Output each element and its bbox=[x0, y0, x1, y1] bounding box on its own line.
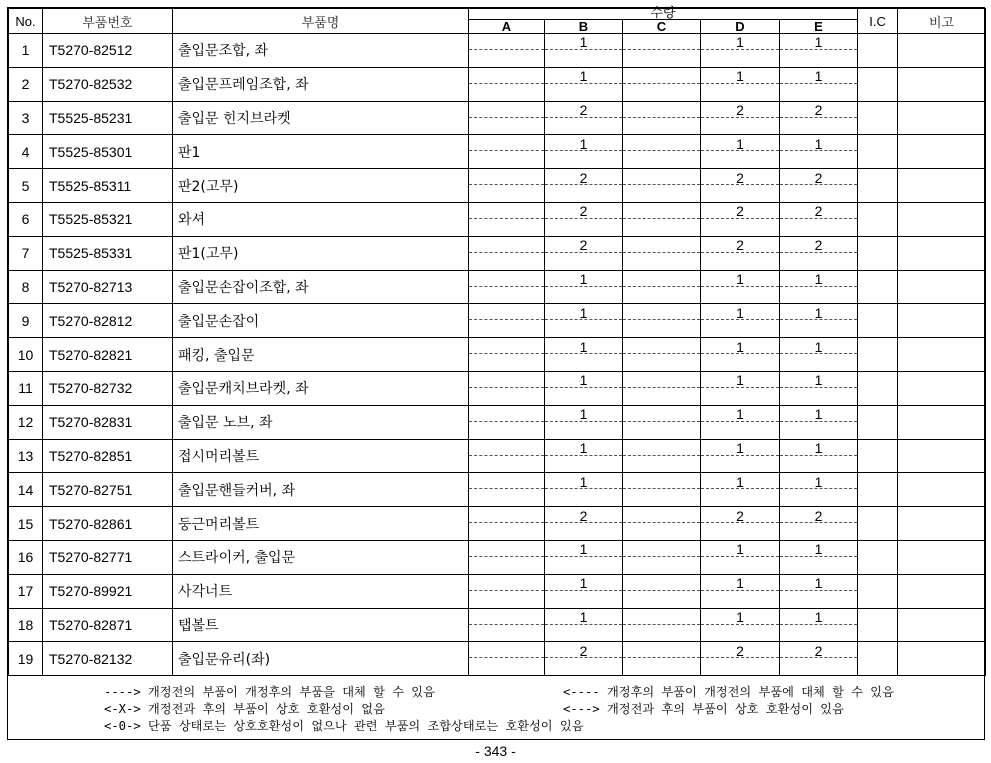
qty-b bbox=[545, 574, 623, 608]
table-row bbox=[9, 34, 986, 68]
qty-d-value: 2 bbox=[736, 237, 744, 254]
part-number: T5525-85321 bbox=[43, 202, 173, 236]
part-number: T5270-82851 bbox=[43, 439, 173, 473]
qty-b bbox=[545, 642, 623, 676]
qty-c bbox=[623, 67, 701, 101]
part-name: 출입문유리(좌) bbox=[173, 642, 469, 676]
qty-c bbox=[623, 371, 701, 405]
table-row bbox=[9, 270, 986, 304]
qty-a bbox=[469, 405, 545, 439]
qty-d-value: 2 bbox=[736, 169, 744, 186]
qty-a bbox=[469, 304, 545, 338]
qty-e bbox=[780, 34, 858, 68]
qty-b bbox=[545, 473, 623, 507]
qty-e bbox=[780, 507, 858, 541]
header-col-a: A bbox=[469, 20, 545, 34]
row-number: 2 bbox=[9, 67, 43, 101]
qty-b bbox=[545, 202, 623, 236]
table-row bbox=[9, 371, 986, 405]
qty-e-value: 1 bbox=[814, 608, 823, 625]
qty-e-value: 2 bbox=[814, 237, 823, 254]
ic-cell bbox=[858, 574, 898, 608]
qty-c bbox=[623, 135, 701, 169]
qty-c bbox=[623, 574, 701, 608]
qty-d-value: 1 bbox=[736, 575, 744, 592]
qty-c bbox=[623, 338, 701, 372]
remarks-cell bbox=[898, 270, 986, 304]
qty-a bbox=[469, 34, 545, 68]
qty-e bbox=[780, 135, 858, 169]
ic-cell bbox=[858, 405, 898, 439]
qty-d-value: 1 bbox=[736, 304, 744, 321]
part-name: 스트라이커, 출입문 bbox=[173, 540, 469, 574]
qty-c bbox=[623, 540, 701, 574]
qty-b bbox=[545, 304, 623, 338]
qty-e-value: 2 bbox=[814, 203, 823, 220]
row-number: 4 bbox=[9, 135, 43, 169]
remarks-cell bbox=[898, 574, 986, 608]
header-part-number: 부품번호 bbox=[43, 9, 173, 34]
qty-c bbox=[623, 642, 701, 676]
qty-e-value: 1 bbox=[814, 575, 823, 592]
part-number: T5270-82812 bbox=[43, 304, 173, 338]
remarks-cell bbox=[898, 608, 986, 642]
part-number: T5270-82861 bbox=[43, 507, 173, 541]
qty-d-value: 1 bbox=[736, 541, 744, 558]
remarks-cell bbox=[898, 202, 986, 236]
qty-d-value: 1 bbox=[736, 338, 744, 355]
qty-d bbox=[701, 34, 780, 68]
header-col-e: E bbox=[780, 20, 858, 34]
part-number: T5525-85311 bbox=[43, 169, 173, 203]
qty-e-value: 1 bbox=[814, 406, 823, 423]
qty-e bbox=[780, 371, 858, 405]
qty-e bbox=[780, 473, 858, 507]
qty-e-value: 1 bbox=[814, 338, 823, 355]
qty-a bbox=[469, 67, 545, 101]
qty-a bbox=[469, 101, 545, 135]
qty-d bbox=[701, 101, 780, 135]
table-row bbox=[9, 473, 986, 507]
qty-c bbox=[623, 202, 701, 236]
qty-e bbox=[780, 642, 858, 676]
header-col-c: C bbox=[623, 20, 701, 34]
ic-cell bbox=[858, 169, 898, 203]
qty-a bbox=[469, 642, 545, 676]
qty-d-value: 1 bbox=[736, 135, 744, 152]
qty-a bbox=[469, 236, 545, 270]
table-row bbox=[9, 236, 986, 270]
qty-e-value: 1 bbox=[814, 270, 823, 287]
qty-a bbox=[469, 608, 545, 642]
qty-e bbox=[780, 169, 858, 203]
qty-e bbox=[780, 67, 858, 101]
qty-c bbox=[623, 169, 701, 203]
ic-cell bbox=[858, 540, 898, 574]
header-no: No. bbox=[9, 9, 43, 34]
qty-d-value: 1 bbox=[736, 406, 744, 423]
part-name: 출입문조합, 좌 bbox=[173, 34, 469, 68]
qty-e bbox=[780, 405, 858, 439]
qty-b-value: 2 bbox=[579, 642, 588, 659]
ic-cell bbox=[858, 270, 898, 304]
qty-d bbox=[701, 507, 780, 541]
ic-cell bbox=[858, 304, 898, 338]
part-name: 출입문핸들커버, 좌 bbox=[173, 473, 469, 507]
part-number: T5270-89921 bbox=[43, 574, 173, 608]
qty-b-value: 2 bbox=[579, 237, 588, 254]
qty-b bbox=[545, 67, 623, 101]
remarks-cell bbox=[898, 304, 986, 338]
table-row bbox=[9, 135, 986, 169]
qty-d bbox=[701, 574, 780, 608]
qty-b-value: 1 bbox=[579, 338, 588, 355]
qty-b-value: 1 bbox=[579, 270, 588, 287]
qty-d bbox=[701, 405, 780, 439]
table-row bbox=[9, 608, 986, 642]
remarks-cell bbox=[898, 473, 986, 507]
part-name: 출입문손잡이 bbox=[173, 304, 469, 338]
qty-b-value: 1 bbox=[579, 304, 588, 321]
remarks-cell bbox=[898, 34, 986, 68]
qty-d-value: 2 bbox=[736, 101, 744, 118]
qty-e bbox=[780, 101, 858, 135]
part-name: 판2(고무) bbox=[173, 169, 469, 203]
qty-b bbox=[545, 169, 623, 203]
qty-d-value: 1 bbox=[736, 270, 744, 287]
qty-e-value: 2 bbox=[814, 169, 823, 186]
qty-c bbox=[623, 101, 701, 135]
remarks-cell bbox=[898, 169, 986, 203]
row-number: 17 bbox=[9, 574, 43, 608]
part-number: T5270-82532 bbox=[43, 67, 173, 101]
remarks-cell bbox=[898, 135, 986, 169]
qty-a bbox=[469, 169, 545, 203]
qty-b bbox=[545, 270, 623, 304]
qty-c bbox=[623, 507, 701, 541]
qty-c bbox=[623, 270, 701, 304]
row-number: 18 bbox=[9, 608, 43, 642]
qty-d-value: 1 bbox=[736, 372, 744, 389]
remarks-cell bbox=[898, 439, 986, 473]
qty-d bbox=[701, 439, 780, 473]
qty-d bbox=[701, 236, 780, 270]
qty-e bbox=[780, 270, 858, 304]
qty-e bbox=[780, 338, 858, 372]
table-row bbox=[9, 304, 986, 338]
header-remarks: 비고 bbox=[898, 9, 986, 34]
qty-b bbox=[545, 135, 623, 169]
part-name: 출입문 힌지브라켓 bbox=[173, 101, 469, 135]
qty-e-value: 1 bbox=[814, 135, 823, 152]
part-name: 출입문손잡이조합, 좌 bbox=[173, 270, 469, 304]
part-number: T5525-85301 bbox=[43, 135, 173, 169]
qty-b bbox=[545, 405, 623, 439]
part-name: 탭볼트 bbox=[173, 608, 469, 642]
qty-b bbox=[545, 236, 623, 270]
qty-d-value: 2 bbox=[736, 642, 744, 659]
remarks-cell bbox=[898, 371, 986, 405]
part-name: 판1 bbox=[173, 135, 469, 169]
table-row bbox=[9, 405, 986, 439]
qty-d bbox=[701, 540, 780, 574]
qty-d-value: 2 bbox=[736, 203, 744, 220]
qty-e-value: 1 bbox=[814, 304, 823, 321]
qty-d-value: 2 bbox=[736, 507, 744, 524]
header-col-b: B bbox=[545, 20, 623, 34]
qty-a bbox=[469, 574, 545, 608]
row-number: 10 bbox=[9, 338, 43, 372]
qty-d bbox=[701, 202, 780, 236]
qty-d-value: 1 bbox=[736, 473, 744, 490]
qty-c bbox=[623, 304, 701, 338]
table-row bbox=[9, 338, 986, 372]
qty-b-value: 1 bbox=[579, 575, 588, 592]
ic-cell bbox=[858, 371, 898, 405]
parts-sheet bbox=[7, 7, 985, 740]
part-number: T5525-85331 bbox=[43, 236, 173, 270]
legend-line-not-compatible: <-X-> 개정전과 후의 부품이 상호 호환성이 없음 bbox=[104, 702, 385, 716]
qty-d bbox=[701, 135, 780, 169]
qty-c bbox=[623, 405, 701, 439]
part-number: T5270-82732 bbox=[43, 371, 173, 405]
row-number: 14 bbox=[9, 473, 43, 507]
ic-cell bbox=[858, 135, 898, 169]
remarks-cell bbox=[898, 236, 986, 270]
qty-d bbox=[701, 371, 780, 405]
qty-d bbox=[701, 270, 780, 304]
qty-e bbox=[780, 439, 858, 473]
ic-cell bbox=[858, 101, 898, 135]
qty-d-value: 1 bbox=[736, 439, 744, 456]
table-row bbox=[9, 507, 986, 541]
part-number: T5270-82771 bbox=[43, 540, 173, 574]
ic-cell bbox=[858, 439, 898, 473]
qty-a bbox=[469, 270, 545, 304]
qty-d bbox=[701, 67, 780, 101]
table-row bbox=[9, 574, 986, 608]
row-number: 7 bbox=[9, 236, 43, 270]
legend-line-replace-backward: <---- 개정후의 부품이 개정전의 부품에 대체 할 수 있음 bbox=[563, 685, 894, 699]
qty-d bbox=[701, 338, 780, 372]
qty-b-value: 1 bbox=[579, 541, 588, 558]
row-number: 13 bbox=[9, 439, 43, 473]
qty-e-value: 2 bbox=[814, 101, 823, 118]
qty-b-value: 1 bbox=[579, 439, 588, 456]
part-number: T5270-82871 bbox=[43, 608, 173, 642]
qty-d-value: 1 bbox=[736, 68, 744, 85]
qty-b-value: 1 bbox=[579, 68, 588, 85]
page-number: - 343 - bbox=[475, 743, 516, 759]
qty-d bbox=[701, 608, 780, 642]
remarks-cell bbox=[898, 507, 986, 541]
qty-e-value: 2 bbox=[814, 642, 823, 659]
part-name: 사각너트 bbox=[173, 574, 469, 608]
part-number: T5270-82132 bbox=[43, 642, 173, 676]
part-name: 출입문캐치브라켓, 좌 bbox=[173, 371, 469, 405]
header-col-d: D bbox=[701, 20, 780, 34]
row-number: 8 bbox=[9, 270, 43, 304]
remarks-cell bbox=[898, 540, 986, 574]
ic-cell bbox=[858, 67, 898, 101]
qty-b bbox=[545, 338, 623, 372]
qty-a bbox=[469, 473, 545, 507]
table-row bbox=[9, 169, 986, 203]
qty-b bbox=[545, 540, 623, 574]
qty-c bbox=[623, 608, 701, 642]
ic-cell bbox=[858, 608, 898, 642]
qty-d bbox=[701, 169, 780, 203]
qty-d bbox=[701, 642, 780, 676]
qty-a bbox=[469, 439, 545, 473]
row-number: 1 bbox=[9, 34, 43, 68]
ic-cell bbox=[858, 642, 898, 676]
qty-b bbox=[545, 608, 623, 642]
row-number: 16 bbox=[9, 540, 43, 574]
qty-d bbox=[701, 473, 780, 507]
qty-c bbox=[623, 439, 701, 473]
qty-c bbox=[623, 473, 701, 507]
remarks-cell bbox=[898, 642, 986, 676]
qty-e-value: 2 bbox=[814, 507, 823, 524]
qty-a bbox=[469, 507, 545, 541]
qty-b-value: 2 bbox=[579, 203, 588, 220]
part-number: T5270-82751 bbox=[43, 473, 173, 507]
row-number: 3 bbox=[9, 101, 43, 135]
table-row bbox=[9, 439, 986, 473]
table-row bbox=[9, 540, 986, 574]
qty-b-value: 2 bbox=[579, 507, 588, 524]
part-number: T5270-82831 bbox=[43, 405, 173, 439]
part-number: T5270-82821 bbox=[43, 338, 173, 372]
qty-b-value: 2 bbox=[579, 101, 588, 118]
table-row bbox=[9, 101, 986, 135]
qty-b bbox=[545, 371, 623, 405]
row-number: 11 bbox=[9, 371, 43, 405]
qty-b bbox=[545, 439, 623, 473]
qty-c bbox=[623, 34, 701, 68]
ic-cell bbox=[858, 34, 898, 68]
ic-cell bbox=[858, 202, 898, 236]
legend-line-assembly-compatible: <-0-> 단품 상태로는 상호호환성이 없으나 관련 부품의 조합상태로는 호환성이 있음 bbox=[104, 719, 584, 733]
ic-cell bbox=[858, 338, 898, 372]
header-ic: I.C bbox=[858, 9, 898, 34]
qty-b bbox=[545, 507, 623, 541]
qty-e bbox=[780, 304, 858, 338]
ic-cell bbox=[858, 507, 898, 541]
part-name: 패킹, 출입문 bbox=[173, 338, 469, 372]
qty-e-value: 1 bbox=[814, 541, 823, 558]
qty-e bbox=[780, 540, 858, 574]
qty-b-value: 1 bbox=[579, 135, 588, 152]
part-number: T5270-82512 bbox=[43, 34, 173, 68]
header-part-name: 부품명 bbox=[173, 9, 469, 34]
remarks-cell bbox=[898, 67, 986, 101]
row-number: 5 bbox=[9, 169, 43, 203]
qty-d bbox=[701, 304, 780, 338]
part-name: 둥근머리볼트 bbox=[173, 507, 469, 541]
qty-e-value: 1 bbox=[814, 473, 823, 490]
parts-table bbox=[8, 8, 986, 676]
header-quantity: 수량 bbox=[469, 9, 858, 20]
qty-a bbox=[469, 202, 545, 236]
qty-b-value: 1 bbox=[579, 406, 588, 423]
qty-e bbox=[780, 574, 858, 608]
part-number: T5270-82713 bbox=[43, 270, 173, 304]
qty-e-value: 1 bbox=[814, 68, 823, 85]
qty-a bbox=[469, 135, 545, 169]
remarks-cell bbox=[898, 338, 986, 372]
qty-b-value: 1 bbox=[579, 473, 588, 490]
qty-c bbox=[623, 236, 701, 270]
remarks-cell bbox=[898, 405, 986, 439]
row-number: 12 bbox=[9, 405, 43, 439]
qty-b bbox=[545, 101, 623, 135]
qty-b bbox=[545, 34, 623, 68]
qty-b-value: 1 bbox=[579, 608, 588, 625]
part-number: T5525-85231 bbox=[43, 101, 173, 135]
legend-line-compatible: <---> 개정전과 후의 부품이 상호 호환성이 있음 bbox=[563, 702, 844, 716]
remarks-cell bbox=[898, 101, 986, 135]
part-name: 와셔 bbox=[173, 202, 469, 236]
row-number: 6 bbox=[9, 202, 43, 236]
qty-b-value: 1 bbox=[579, 34, 588, 51]
ic-cell bbox=[858, 236, 898, 270]
table-row bbox=[9, 202, 986, 236]
qty-d-value: 1 bbox=[736, 608, 744, 625]
part-name: 출입문프레임조합, 좌 bbox=[173, 67, 469, 101]
qty-e-value: 1 bbox=[814, 34, 823, 51]
table-row bbox=[9, 67, 986, 101]
part-name: 판1(고무) bbox=[173, 236, 469, 270]
qty-a bbox=[469, 338, 545, 372]
qty-e bbox=[780, 608, 858, 642]
qty-a bbox=[469, 371, 545, 405]
qty-e bbox=[780, 236, 858, 270]
qty-d-value: 1 bbox=[736, 34, 744, 51]
qty-e-value: 1 bbox=[814, 439, 823, 456]
table-row bbox=[9, 642, 986, 676]
qty-e-value: 1 bbox=[814, 372, 823, 389]
qty-e bbox=[780, 202, 858, 236]
row-number: 15 bbox=[9, 507, 43, 541]
legend-line-replace-forward: ----> 개정전의 부품이 개정후의 부품을 대체 할 수 있음 bbox=[104, 685, 435, 699]
ic-cell bbox=[858, 473, 898, 507]
part-name: 접시머리볼트 bbox=[173, 439, 469, 473]
qty-b-value: 1 bbox=[579, 372, 588, 389]
qty-a bbox=[469, 540, 545, 574]
qty-b-value: 2 bbox=[579, 169, 588, 186]
row-number: 9 bbox=[9, 304, 43, 338]
row-number: 19 bbox=[9, 642, 43, 676]
part-name: 출입문 노브, 좌 bbox=[173, 405, 469, 439]
